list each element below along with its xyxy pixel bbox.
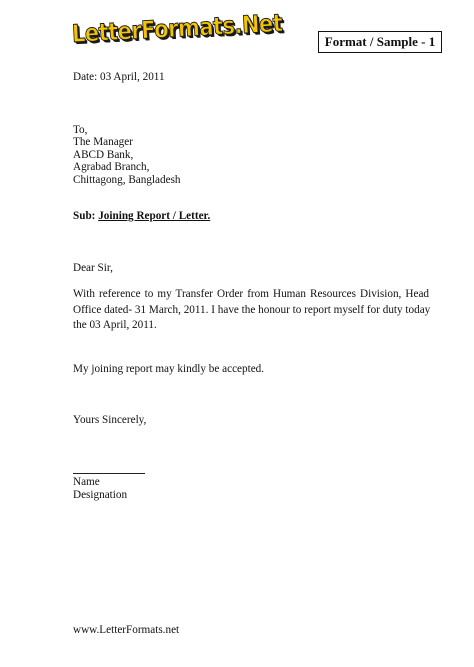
- body-line: With reference to my Transfer Order from Human Resources Division, Head: [73, 288, 429, 300]
- address-line: Chittagong, Bangladesh: [73, 173, 181, 186]
- letter-date: Date: 03 April, 2011: [73, 71, 165, 83]
- signature-name: Name: [73, 476, 100, 488]
- site-logo: LetterFormats.Net: [71, 9, 283, 48]
- signoff: Yours Sincerely,: [73, 414, 147, 426]
- format-sample-label: Format / Sample - 1: [318, 31, 442, 53]
- body-line: the 03 April, 2011.: [73, 319, 157, 331]
- recipient-address: [73, 124, 181, 186]
- address-line: Agrabad Branch,: [73, 161, 150, 174]
- address-line: The Manager: [73, 136, 133, 149]
- body-line: Office dated- 31 March, 2011. I have the honour to report myself for duty today: [73, 303, 431, 316]
- subject-title: Joining Report / Letter.: [98, 210, 211, 222]
- subject-line: [73, 210, 210, 224]
- signature-line: [73, 473, 145, 474]
- address-line: ABCD Bank,: [73, 148, 134, 161]
- address-line: To,: [73, 124, 88, 136]
- salutation: Dear Sir,: [73, 262, 113, 274]
- request-line: My joining report may kindly be accepted.: [73, 363, 265, 375]
- signature-designation: Designation: [73, 489, 128, 501]
- footer-url: www.LetterFormats.net: [73, 624, 180, 636]
- body-paragraph: [73, 287, 429, 334]
- subject-prefix: Sub:: [73, 210, 96, 222]
